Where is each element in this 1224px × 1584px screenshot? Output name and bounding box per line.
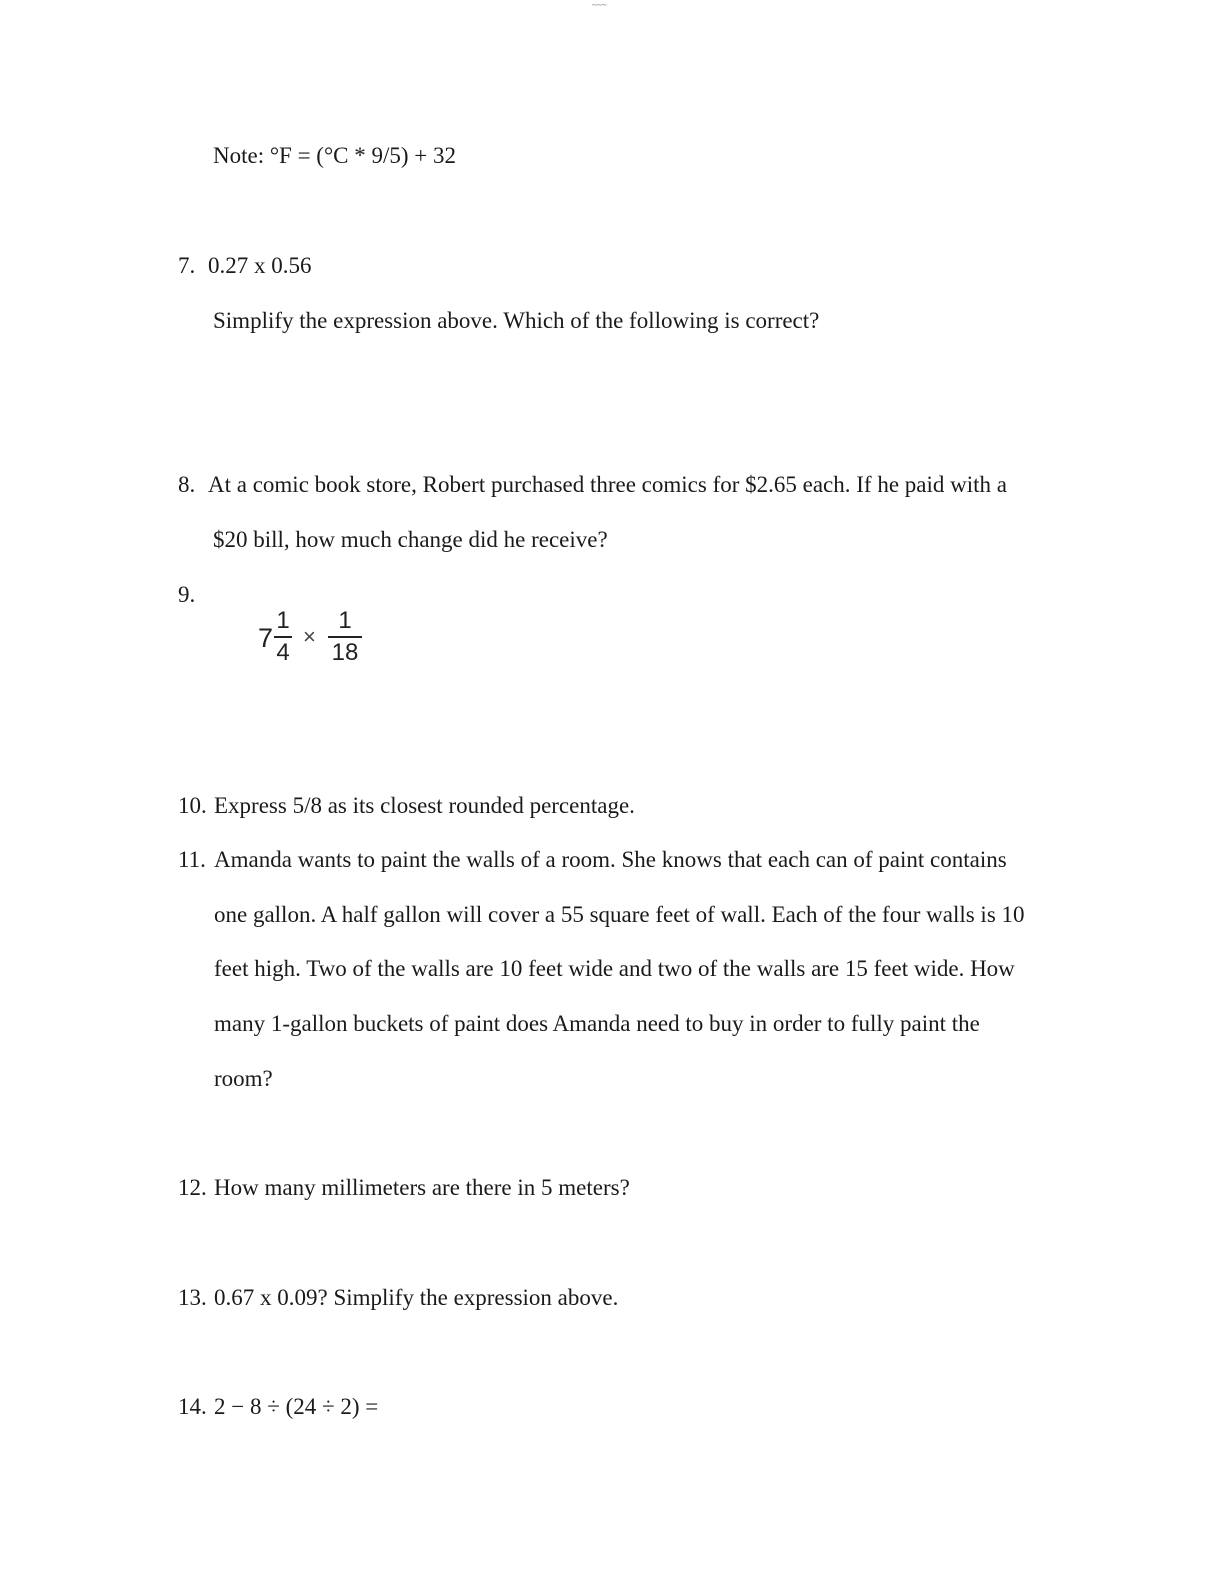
fraction-bar [274,636,292,638]
question-8-text-line-1: At a comic book store, Robert purchased three comics for $2.65 each. If he paid with a [208,472,1007,497]
question-11-text-line-2: one gallon. A half gallon will cover a 55 square feet of wall. Each of the four walls is 10 [214,902,1025,927]
question-9-number: 9. [178,582,196,607]
question-7-number: 7. [178,253,196,278]
conversion-note: Note: °F = (°C * 9/5) + 32 [213,143,457,168]
fraction-denominator: 4 [276,639,290,666]
page-header-mark: ~~~ [592,0,607,10]
question-11-number: 11. [178,847,206,872]
mixed-number-whole: 7 [258,623,274,653]
question-10-number: 10. [178,793,207,818]
fraction-denominator: 18 [331,639,359,666]
fraction-one-fourth [274,607,292,667]
question-11-text-line-1: Amanda wants to paint the walls of a room. She knows that each can of paint contains [214,847,1007,872]
question-11-text-line-4: many 1-gallon buckets of paint does Amanda need to buy in order to fully paint the [214,1011,980,1036]
fraction-numerator: 1 [276,607,290,634]
question-10-text: Express 5/8 as its closest rounded percentage. [214,793,635,818]
question-11-text-line-5: room? [214,1066,273,1091]
fraction-bar [328,636,362,638]
question-8-number: 8. [178,472,196,497]
question-14-number: 14. [178,1394,207,1419]
fraction-one-eighteenth [328,607,362,667]
question-13-text: 0.67 x 0.09? Simplify the expression above. [214,1285,619,1310]
question-13-number: 13. [178,1285,207,1310]
multiply-operator: × [303,624,316,649]
question-7-expression: 0.27 x 0.56 [208,253,312,278]
question-12-number: 12. [178,1175,207,1200]
fraction-numerator: 1 [338,607,352,634]
question-14-expression: 2 − 8 ÷ (24 ÷ 2) = [214,1394,379,1419]
question-7-prompt: Simplify the expression above. Which of the following is correct? [213,308,820,333]
question-12-text: How many millimeters are there in 5 meters? [214,1175,630,1200]
question-11-text-line-3: feet high. Two of the walls are 10 feet wide and two of the walls are 15 feet wide. How [214,956,1015,981]
question-8-text-line-2: $20 bill, how much change did he receive? [213,527,608,552]
